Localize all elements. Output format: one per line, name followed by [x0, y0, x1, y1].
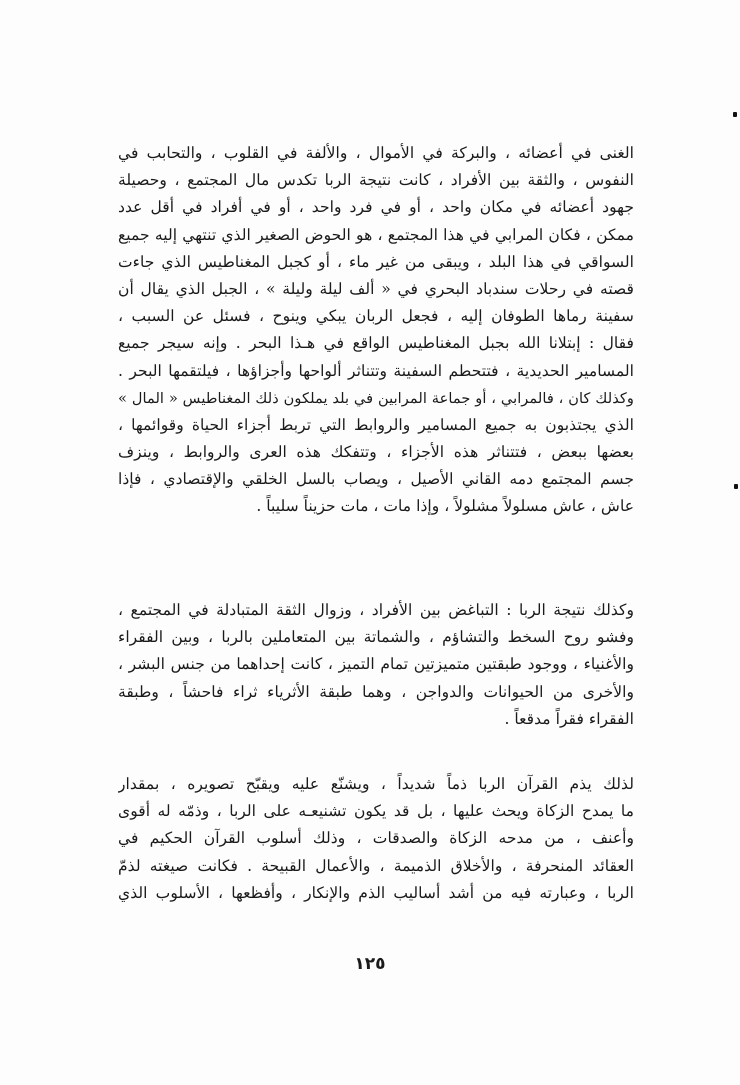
text-line: بعضها ببعض ، فتتناثر هذه الأجزاء ، وتتفكك هذه العرى والروابط ، وينزف [118, 443, 634, 462]
text-line: قصته في رحلات سندباد البحري في « ألف ليلة وليلة » ، الجبل الذي يقال أن [118, 279, 634, 298]
text-line: فقال : إبتلانا الله بجبل المغناطيس الواقع في هـذا البحر . وإنه سيجر جميع [118, 334, 634, 353]
text-line: وكذلك كان ، فالمرابي ، أو جماعة المرابين في بلد يملكون ذلك المغناطيس « المال » [118, 389, 634, 407]
text-line: الربا ، وعبارته فيه من أشد أساليب الذم والإنكار ، وأفظعها ، الأسلوب الذي [118, 883, 634, 902]
text-line: وكذلك نتيجة الربا : التباغض بين الأفراد ، وزوال الثقة المتبادلة في المجتمع ، [118, 601, 634, 619]
paragraph-riba-consequences [118, 140, 634, 521]
text-line: جسم المجتمع دمه القاني الأصيل ، ويصاب بالسل الخلقي والإقتصادي ، فإذا [118, 470, 634, 489]
text-line: الذي يجتذبون به جميع المسامير والروابط التي تربط أجزاء الحياة وقوائمها ، [118, 415, 634, 434]
text-line: لذلك يذم القرآن الربا ذماً شديداً ، ويشنّع عليه ويقبّح تصويره ، بمقدار [118, 775, 634, 793]
edge-mark-middle [734, 484, 738, 489]
text-line: سفينة رماها الطوفان إليه ، فجعل الربان يبكي وينوح ، فسئل عن السبب ، [118, 307, 634, 326]
text-line: السواقي في هذا البلد ، ويبقى من غير ماء ، أو كجبل المغناطيس الذي جاءت [118, 252, 634, 271]
page-number: ١٢٥ [354, 954, 386, 974]
paragraph-social-hatred [118, 597, 634, 733]
edge-mark-top [733, 112, 737, 117]
text-line: والأخرى من الحيوانات والدواجن ، وهما طبقة الأثرياء ثراء فاحشاً ، وطبقة [118, 682, 634, 701]
text-line: ممكن ، فكان المرابي في هذا المجتمع ، هو الحوض الصغير الذي تنتهي إليه جميع [118, 225, 634, 244]
paragraph-quran-condemnation [118, 771, 634, 907]
text-line: عاش ، عاش مسلولاً مشلولاً ، وإذا مات ، مات حزيناً سليباً . [256, 497, 634, 516]
text-line: المسامير الحديدية ، فتتحطم السفينة وتتناثر ألواحها وأجزاؤها ، فيلتقمها البحر . [118, 361, 634, 380]
text-line: جهود أعضائه في مكان واحد ، أو في فرد واحد ، أو في أفراد في أقل عدد [118, 198, 634, 217]
text-line: الغنى في أعضائه ، والبركة في الأموال ، والألفة في القلوب ، والتحابب في [118, 144, 634, 162]
text-line: الفقراء فقراً مدقعاً . [504, 709, 634, 728]
text-line: العقائد المنحرفة ، والأخلاق الذميمة ، والأعمال القبيحة . فكانت صيغته لذمّ [118, 856, 634, 875]
text-line: ما يمدح الزكاة ويحث عليها ، بل قد يكون تشنيعـه على الربا ، وذمّه له أقوى [118, 802, 634, 821]
text-line: وفشو روح السخط والتشاؤم ، والشماتة بين المتعاملين بالربا ، وبين الفقراء [118, 628, 634, 647]
text-line: وأعنف ، من مدحه الزكاة والصدقات ، وذلك أسلوب القرآن الحكيم في [118, 829, 634, 848]
text-line: النفوس ، والثقة بين الأفراد ، كانت نتيجة الربا تكدس مال المجتمع ، وحصيلة [118, 171, 634, 190]
text-line: والأغنياء ، ووجود طبقتين متميزتين تمام التميز ، كانت إحداهما من جنس البشر ، [118, 655, 634, 674]
